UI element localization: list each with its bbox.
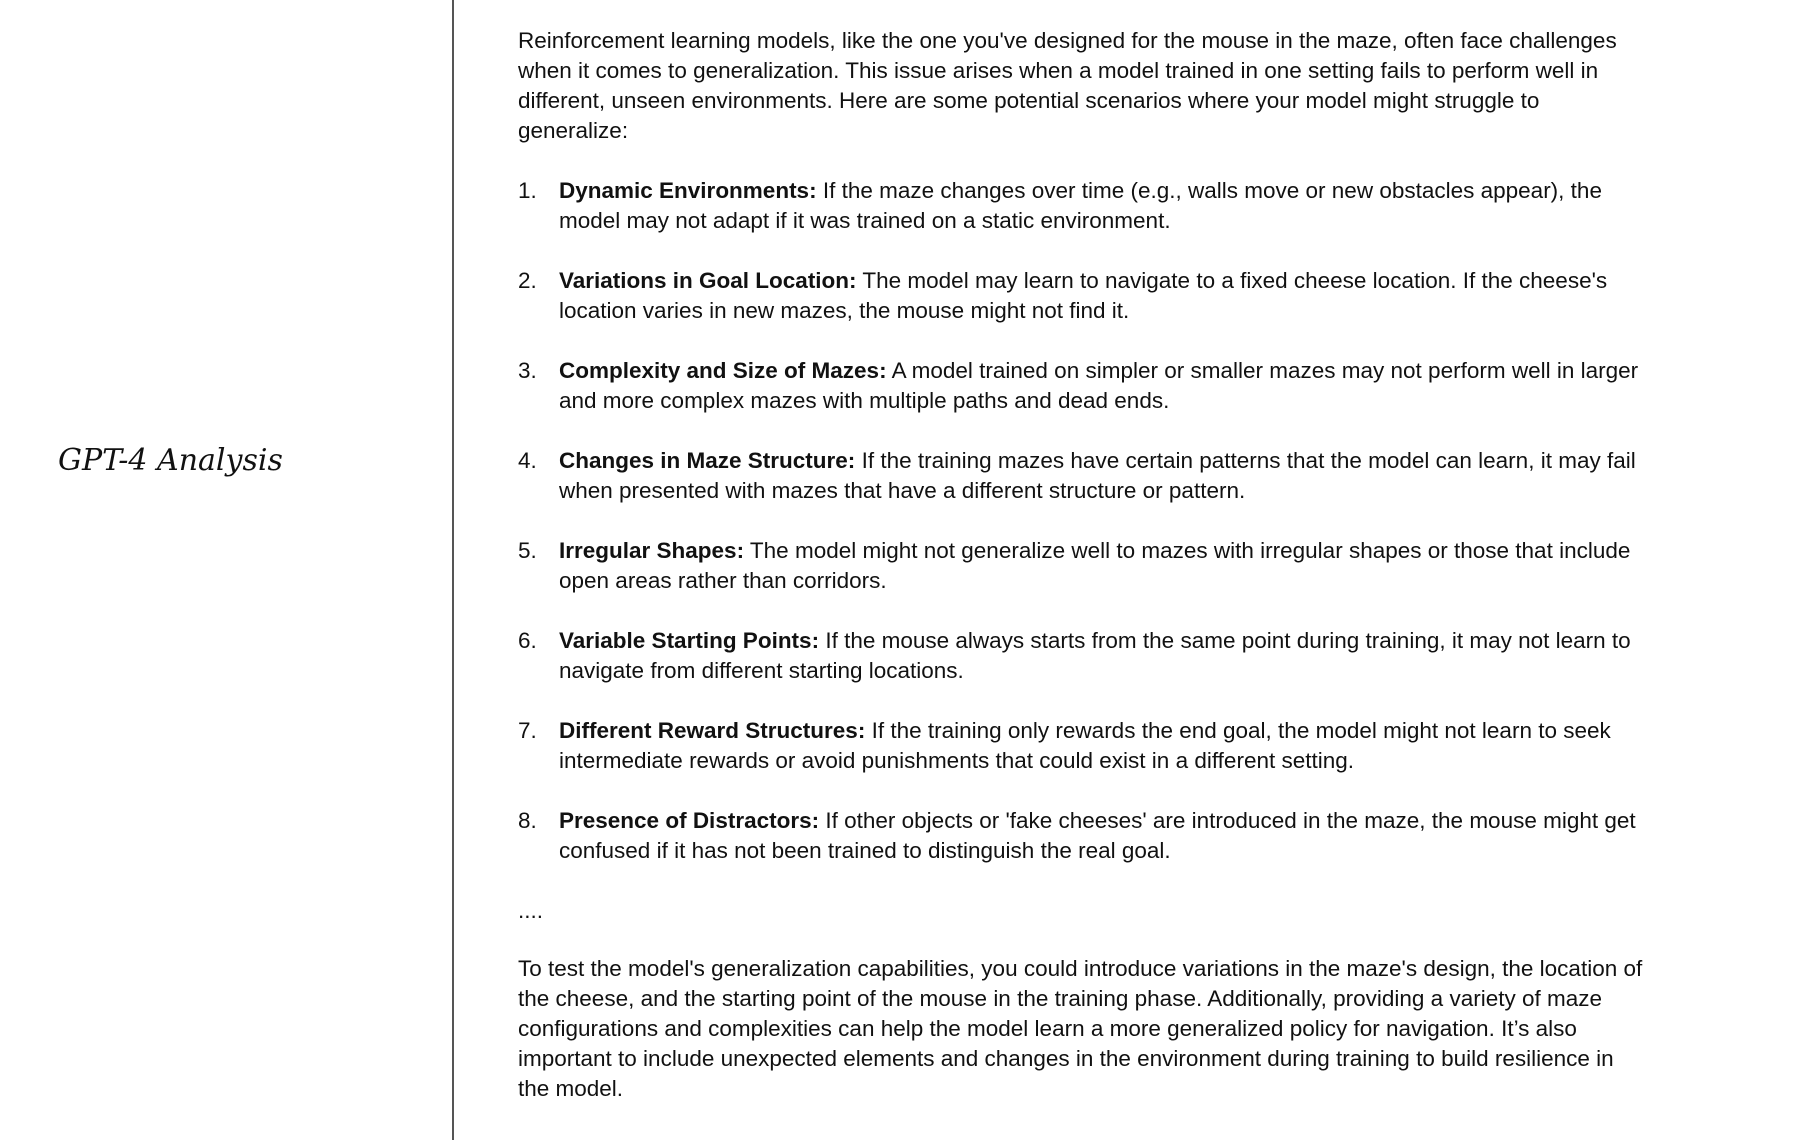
item-text: The model might not generalize well to mazes with irregular shapes or those that include open areas rather than corridors. bbox=[559, 538, 1631, 593]
item-text: If the training only rewards the end goal, the model might not learn to seek intermediate rewards or avoid punishments that could exist in a different setting. bbox=[559, 718, 1611, 773]
item-text: The model may learn to navigate to a fixed cheese location. If the cheese's location varies in new mazes, the mouse might not find it. bbox=[559, 268, 1608, 323]
item-number: 6. bbox=[518, 628, 537, 653]
item-term: Dynamic Environments: bbox=[559, 178, 817, 203]
side-label: GPT-4 Analysis bbox=[58, 443, 283, 478]
item-text: A model trained on simpler or smaller mazes may not perform well in larger and more complex mazes with multiple paths and dead ends. bbox=[559, 358, 1639, 413]
intro-paragraph: Reinforcement learning models, like the one you've designed for the mouse in the maze, often face challenges when it comes to generalization. This issue arises when a model trained in one setting fails to perform well in different, unseen environments. Here are some potential scenarios where your model might struggle to generalize: bbox=[518, 28, 1617, 143]
item-number: 4. bbox=[518, 448, 537, 473]
item-term: Irregular Shapes: bbox=[559, 538, 745, 563]
vertical-divider bbox=[452, 0, 454, 1140]
item-number: 1. bbox=[518, 178, 537, 203]
analysis-content bbox=[518, 26, 1648, 1104]
list-item bbox=[518, 626, 1648, 686]
ellipsis: .... bbox=[518, 898, 544, 923]
list-item bbox=[518, 716, 1648, 776]
list-item bbox=[518, 266, 1648, 326]
item-term: Changes in Maze Structure: bbox=[559, 448, 856, 473]
scenario-list bbox=[518, 176, 1648, 866]
list-item bbox=[518, 536, 1648, 596]
item-number: 7. bbox=[518, 718, 537, 743]
item-number: 5. bbox=[518, 538, 537, 563]
item-term: Different Reward Structures: bbox=[559, 718, 866, 743]
conclusion-paragraph: To test the model's generalization capabilities, you could introduce variations in the maze's design, the location of the cheese, and the starting point of the mouse in the training phase. Additionally, providing a variety of maze configurations and complexities can help the model learn a more generalized policy for navigation. It’s also important to include unexpected elements and changes in the environment during training to build resilience in the model. bbox=[518, 956, 1643, 1101]
list-item bbox=[518, 356, 1648, 416]
list-item bbox=[518, 806, 1648, 866]
item-number: 2. bbox=[518, 268, 537, 293]
list-item bbox=[518, 176, 1648, 236]
item-text: If the training mazes have certain patterns that the model can learn, it may fail when presented with mazes that have a different structure or pattern. bbox=[559, 448, 1636, 503]
list-item bbox=[518, 446, 1648, 506]
left-panel bbox=[0, 0, 452, 1140]
item-number: 3. bbox=[518, 358, 537, 383]
item-term: Presence of Distractors: bbox=[559, 808, 820, 833]
item-term: Variations in Goal Location: bbox=[559, 268, 857, 293]
item-text: If the mouse always starts from the same point during training, it may not learn to navigate from different starting locations. bbox=[559, 628, 1631, 683]
item-text: If other objects or 'fake cheeses' are introduced in the maze, the mouse might get confused if it has not been trained to distinguish the real goal. bbox=[559, 808, 1636, 863]
item-text: If the maze changes over time (e.g., walls move or new obstacles appear), the model may not adapt if it was trained on a static environment. bbox=[559, 178, 1602, 233]
item-term: Complexity and Size of Mazes: bbox=[559, 358, 887, 383]
item-term: Variable Starting Points: bbox=[559, 628, 820, 653]
item-number: 8. bbox=[518, 808, 537, 833]
